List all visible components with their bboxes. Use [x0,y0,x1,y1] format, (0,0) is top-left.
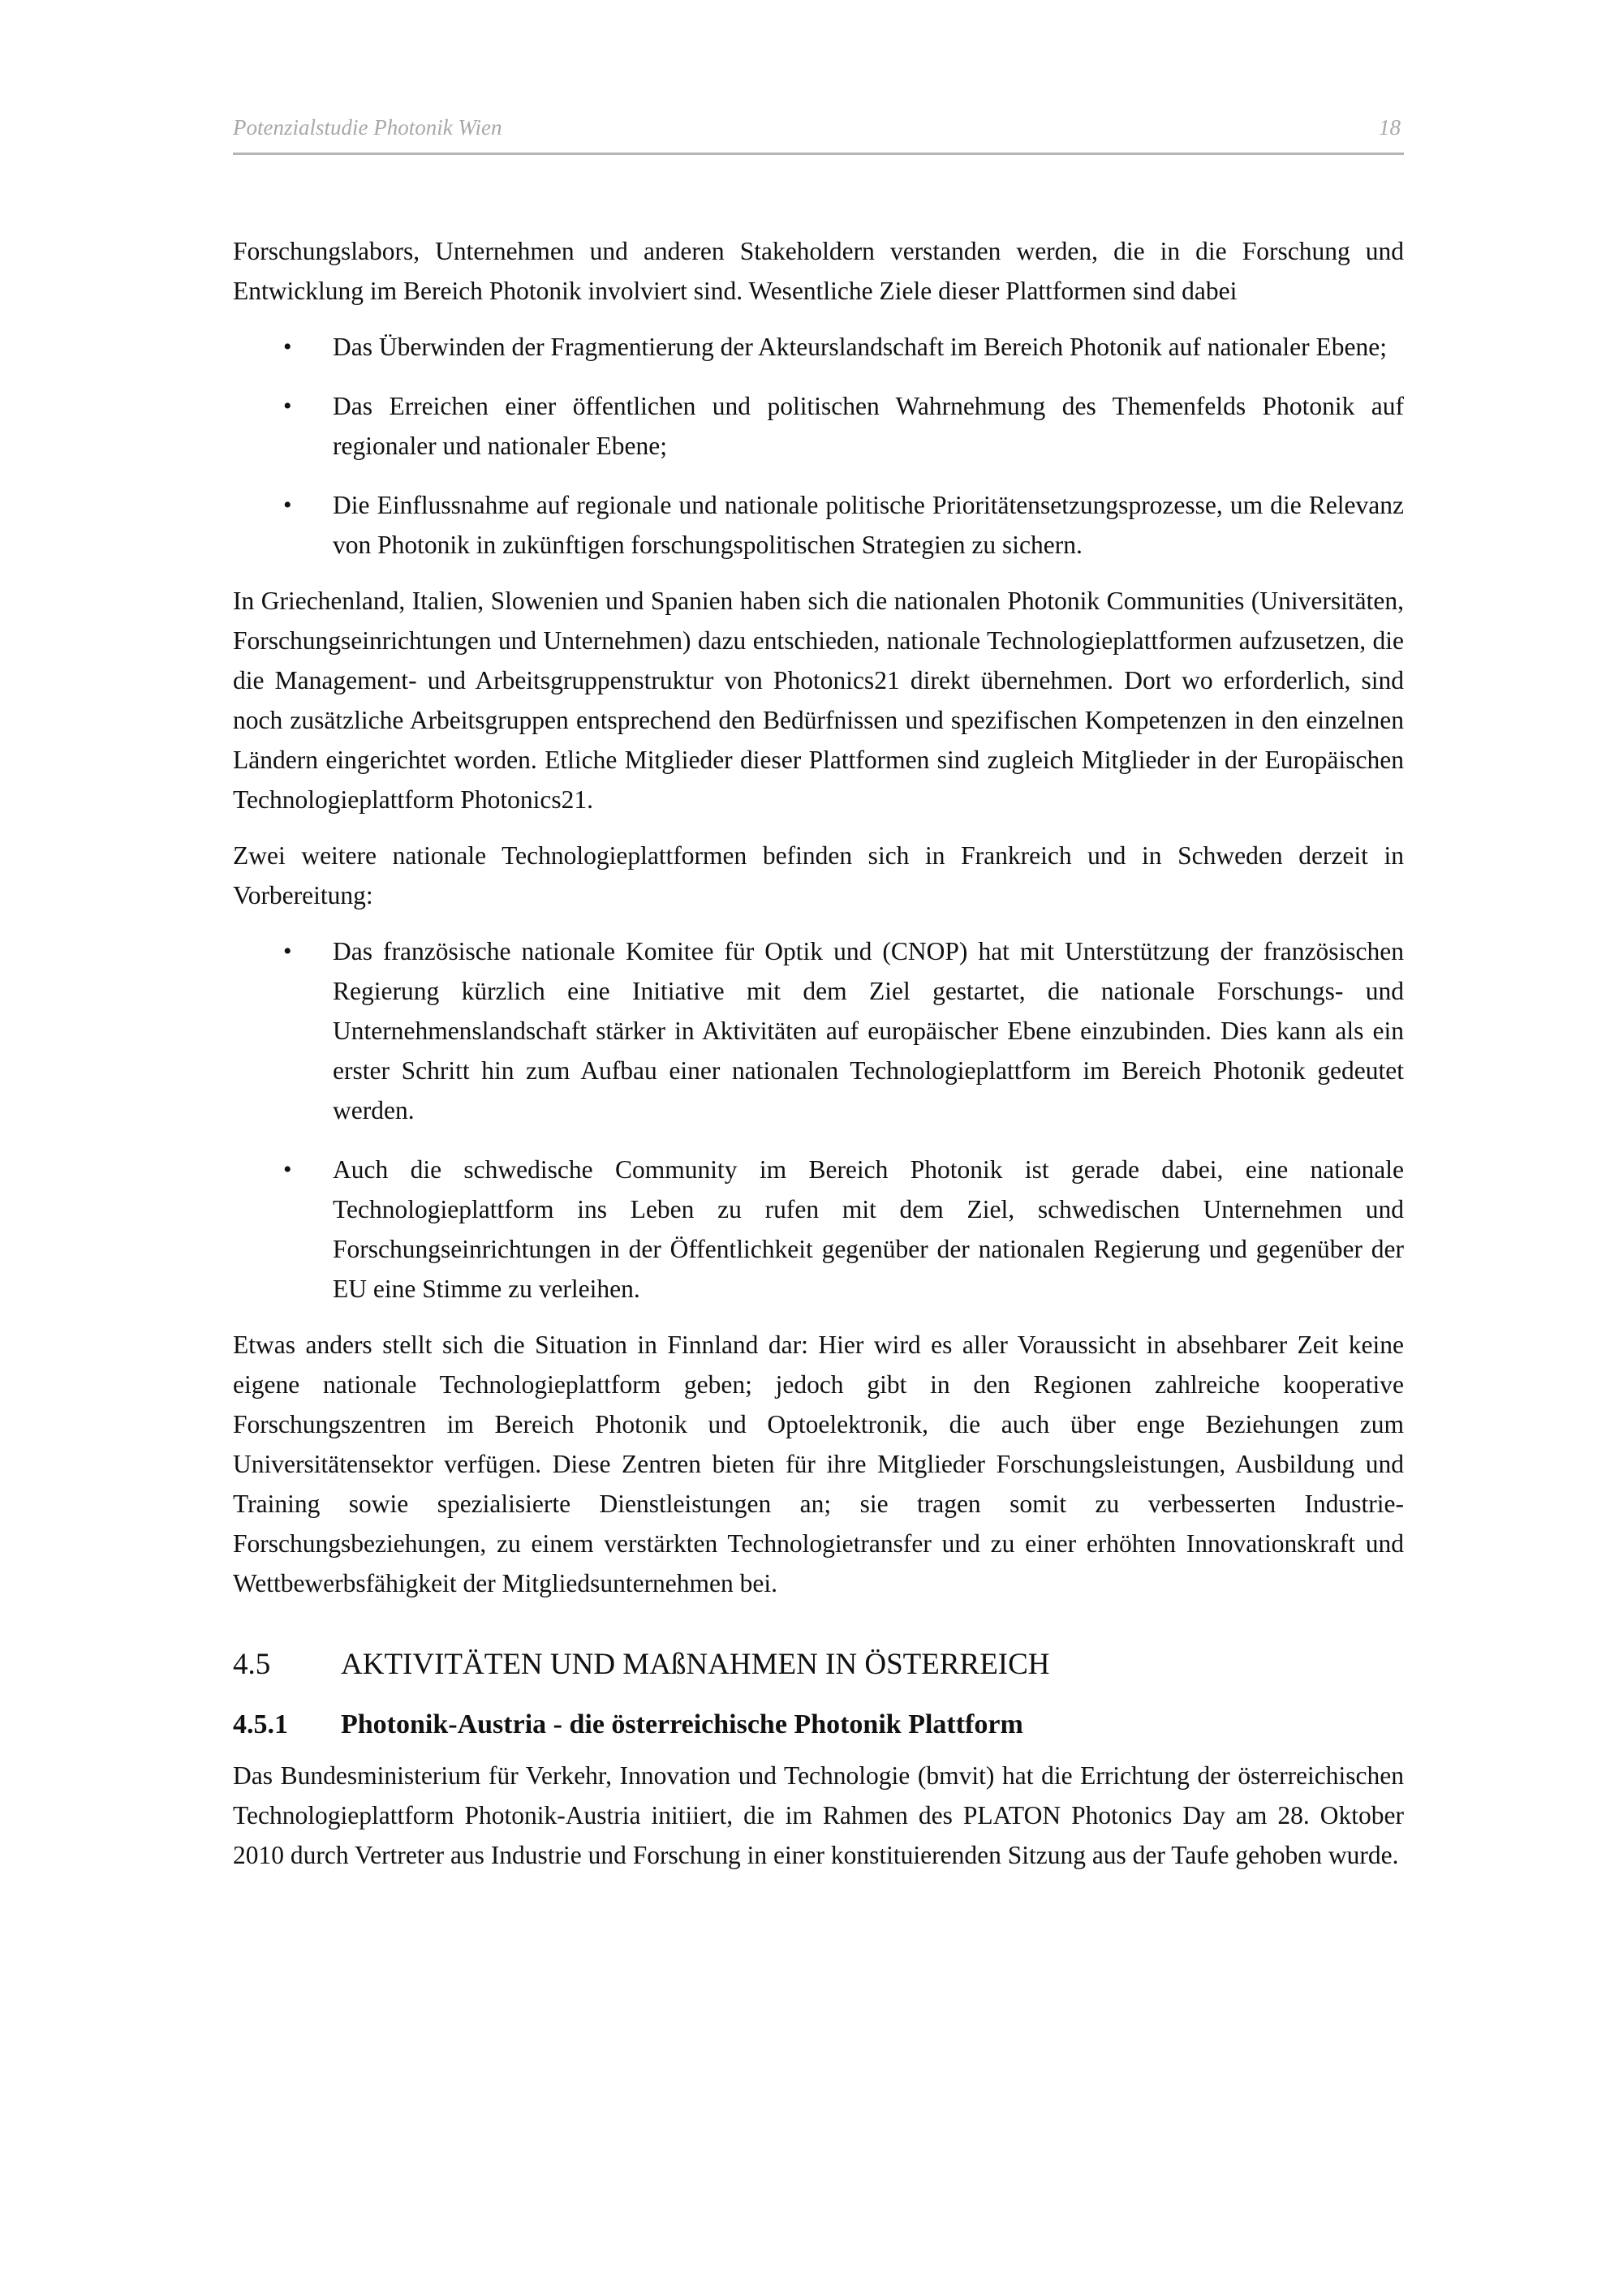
list-item-text: Das französische nationale Komitee für Optik und (CNOP) hat mit Unterstützung der französischen Regierung kürzlich eine Initiative mit dem Ziel gestartet, die nationale Forschungs- und Unternehmenslandschaft stärker in Aktivitäten auf europäischer Ebene einzubinden. Dies kann als ein erster Schritt hin zum Aufbau einer nationalen Technologieplattform im Bereich Photonik gedeutet werden. [333,937,1404,1124]
bullet-icon: • [283,1156,292,1183]
subsection-number: 4.5.1 [233,1709,288,1739]
paragraph-greece: In Griechenland, Italien, Slowenien und Spanien haben sich die nationalen Photonik Communities (Universitäten, Forschungseinrichtungen und Unternehmen) dazu entschieden, nationale Technologieplattformen aufzusetzen, die die Management- und Arbeitsgruppenstruktur von Photonics21 direkt übernehmen. Dort wo erforderlich, sind noch zusätzliche Arbeitsgruppen entsprechend den Bedürfnissen und spezifischen Kompetenzen in den einzelnen Ländern eingerichtet worden. Etliche Mitglieder dieser Plattformen sind zugleich Mitglieder in der Europäischen Technologieplattform Photonics21. [233,587,1404,814]
running-title: Potenzialstudie Photonik Wien [233,115,502,140]
subsection-title: Photonik-Austria - die österreichische Photonik Plattform [341,1709,1023,1739]
list-item [233,386,1404,466]
paragraph-two-more: Zwei weitere nationale Technologieplattformen befinden sich in Frankreich und in Schweden derzeit in Vorbereitung: [233,841,1404,909]
subsection-heading [233,1704,1404,1746]
list-item-text: Die Einflussnahme auf regionale und nationale politische Prioritätensetzungsprozesse, um die Relevanz von Photonik in zukünftigen forschungspolitischen Strategien zu sichern. [333,491,1404,559]
bullet-icon: • [283,333,292,360]
list-item [233,931,1404,1130]
bullet-icon: • [283,393,292,419]
paragraph-bmvit: Das Bundesministerium für Verkehr, Innovation und Technologie (bmvit) hat die Errichtung der österreichischen Technologieplattform Photonik-Austria initiiert, die im Rahmen des PLATON Photonics Day am 28. Oktober 2010 durch Vertreter aus Industrie und Forschung in einer konstituierenden Sitzung aus der Taufe gehoben wurde. [233,1761,1404,1869]
section-title: AKTIVITÄTEN UND MAßNAHMEN IN ÖSTERREICH [341,1648,1050,1681]
list-item-text: Das Überwinden der Fragmentierung der Akteurslandschaft im Bereich Photonik auf nationaler Ebene; [333,333,1387,361]
page-number: 18 [1379,115,1401,140]
section-number: 4.5 [233,1648,271,1681]
paragraph-intro: Forschungslabors, Unternehmen und anderen Stakeholdern verstanden werden, die in die Forschung und Entwicklung im Bereich Photonik involviert sind. Wesentliche Ziele dieser Plattformen sind dabei [233,237,1404,305]
bullet-icon: • [283,938,292,965]
running-header [233,115,1404,155]
list-item-text: Auch die schwedische Community im Bereich Photonik ist gerade dabei, eine nationale Technologieplattform ins Leben zu rufen mit dem Ziel, schwedischen Unternehmen und Forschungseinrichtungen in der Öffentlichkeit gegenüber der nationalen Regierung und gegenüber der EU eine Stimme zu verleihen. [333,1155,1404,1303]
list-item [233,1150,1404,1309]
bullet-icon: • [283,492,292,518]
list-item-text: Das Erreichen einer öffentlichen und politischen Wahrnehmung des Themenfelds Photonik auf regionaler und nationaler Ebene; [333,392,1404,460]
section-heading [233,1644,1404,1686]
list-item [233,485,1404,565]
document-body [233,231,1404,1891]
goals-list [233,327,1404,565]
list-item [233,327,1404,367]
preparation-list [233,931,1404,1309]
paragraph-finland: Etwas anders stellt sich die Situation in Finnland dar: Hier wird es aller Voraussicht in absehbarer Zeit keine eigene nationale Technologieplattform geben; jedoch gibt in den Regionen zahlreiche kooperative Forschungszentren im Bereich Photonik und Optoelektronik, die auch über enge Beziehungen zum Universitätensektor verfügen. Diese Zentren bieten für ihre Mitglieder Forschungsleistungen, Ausbildung und Training sowie spezialisierte Dienstleistungen an; sie tragen somit zu verbesserten Industrie-Forschungsbeziehungen, zu einem verstärkten Technologietransfer und zu einer erhöhten Innovationskraft und Wettbewerbsfähigkeit der Mitgliedsunternehmen bei. [233,1331,1404,1597]
